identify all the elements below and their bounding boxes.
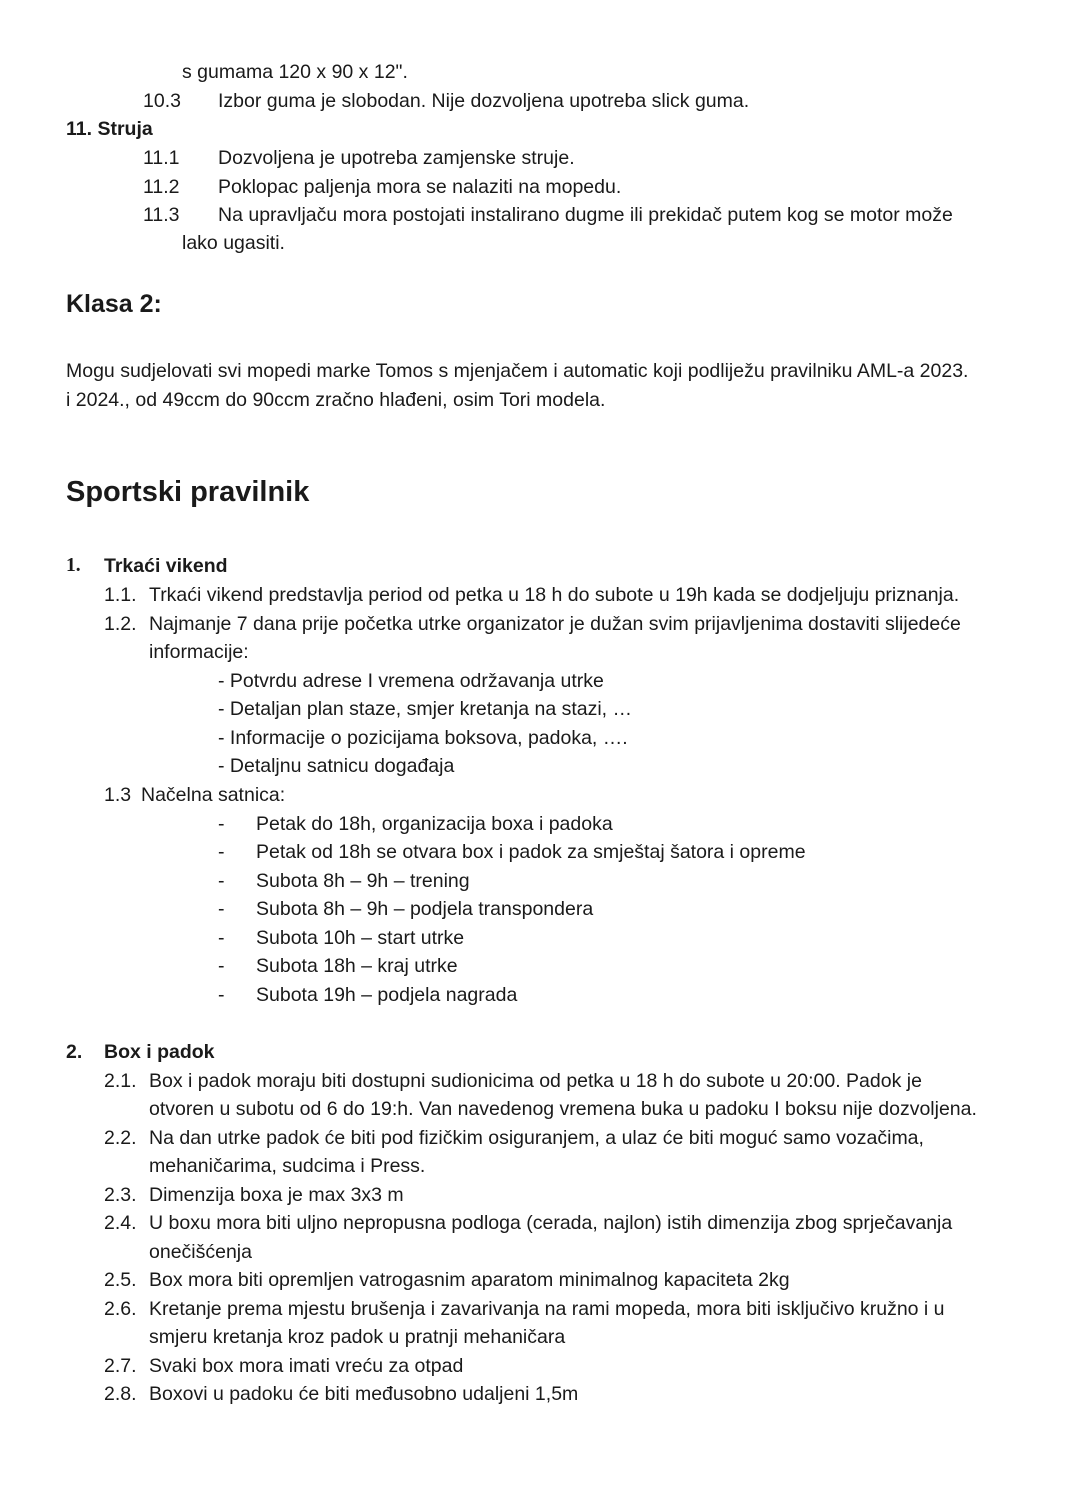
item-2-4-continuation: onečišćenja xyxy=(149,1241,252,1263)
item-2-4-text: U boxu mora biti uljno nepropusna podloga (cerada, najlon) istih dimenzija zbog sprječavanja xyxy=(149,1212,953,1234)
item-1-2-continuation: informacije: xyxy=(149,641,249,663)
item-2-8-number: 2.8. xyxy=(104,1383,137,1405)
item-2-6-number: 2.6. xyxy=(104,1298,137,1320)
item-1-2-text: Najmanje 7 dana prije početka utrke organizator je dužan svim prijavljenima dostaviti slijedeće xyxy=(149,613,961,635)
schedule-item: Subota 19h – podjela nagrada xyxy=(256,984,518,1006)
section-2-title: Box i padok xyxy=(104,1041,215,1063)
item-2-1-text: Box i padok moraju biti dostupni sudionicima od petka u 18 h do subote u 20:00. Padok je xyxy=(149,1070,922,1092)
schedule-item: Subota 18h – kraj utrke xyxy=(256,955,458,977)
schedule-dash: - xyxy=(218,870,225,892)
item-2-2-continuation: mehaničarima, sudcima i Press. xyxy=(149,1155,426,1177)
item-11-3-number: 11.3 xyxy=(143,204,180,226)
item-2-7-number: 2.7. xyxy=(104,1355,137,1377)
schedule-dash: - xyxy=(218,813,225,835)
item-2-7-text: Svaki box mora imati vreću za otpad xyxy=(149,1355,464,1377)
item-2-5-text: Box mora biti opremljen vatrogasnim aparatom minimalnog kapaciteta 2kg xyxy=(149,1269,790,1291)
item-2-1-number: 2.1. xyxy=(104,1070,137,1092)
schedule-item: Subota 10h – start utrke xyxy=(256,927,465,949)
item-1-1-text: Trkaći vikend predstavlja period od petka u 18 h do subote u 19h kada se dodjeljuju priznanja. xyxy=(149,584,960,606)
item-2-3-number: 2.3. xyxy=(104,1184,137,1206)
schedule-item: Petak od 18h se otvara box i padok za smještaj šatora i opreme xyxy=(256,841,806,863)
sportski-pravilnik-heading: Sportski pravilnik xyxy=(66,476,310,508)
item-11-1-text: Dozvoljena je upotreba zamjenske struje. xyxy=(218,147,575,169)
schedule-item: Petak do 18h, organizacija boxa i padoka xyxy=(256,813,613,835)
item-11-1-number: 11.1 xyxy=(143,147,180,169)
item-10-3-number: 10.3 xyxy=(143,90,181,112)
item-11-2-text: Poklopac paljenja mora se nalaziti na mopedu. xyxy=(218,176,622,198)
item-11-3-text: Na upravljaču mora postojati instalirano dugme ili prekidač putem kog se motor može xyxy=(218,204,953,226)
item-2-2-text: Na dan utrke padok će biti pod fizičkim osiguranjem, a ulaz će biti moguć samo vozačima, xyxy=(149,1127,924,1149)
item-10-3-text: Izbor guma je slobodan. Nije dozvoljena upotreba slick guma. xyxy=(218,90,750,112)
klasa-2-paragraph-line-2: i 2024., od 49ccm do 90ccm zračno hlađeni, osim Tori modela. xyxy=(66,389,606,411)
item-2-3-text: Dimenzija boxa je max 3x3 m xyxy=(149,1184,404,1206)
schedule-dash: - xyxy=(218,955,225,977)
item-1-2-number: 1.2. xyxy=(104,613,137,635)
item-11-2-number: 11.2 xyxy=(143,176,180,198)
schedule-dash: - xyxy=(218,984,225,1006)
section-1-title: Trkaći vikend xyxy=(104,555,228,577)
item-2-1-continuation: otvoren u subotu od 6 do 19:h. Van navedenog vremena buka u padoku I boksu nije dozvoljena. xyxy=(149,1098,977,1120)
section-2-number: 2. xyxy=(66,1041,83,1063)
info-list-item: - Detaljnu satnicu događaja xyxy=(218,755,455,777)
schedule-dash: - xyxy=(218,841,225,863)
item-11-3-continuation: lako ugasiti. xyxy=(182,232,285,254)
item-2-4-number: 2.4. xyxy=(104,1212,137,1234)
section-11-title: 11. Struja xyxy=(66,118,153,140)
item-2-8-text: Boxovi u padoku će biti međusobno udaljeni 1,5m xyxy=(149,1383,579,1405)
klasa-2-heading: Klasa 2: xyxy=(66,290,162,318)
schedule-dash: - xyxy=(218,927,225,949)
item-2-6-continuation: smjeru kretanja kroz padok u pratnji mehaničara xyxy=(149,1326,566,1348)
item-10-2-continuation: s gumama 120 x 90 x 12". xyxy=(182,61,408,83)
item-2-2-number: 2.2. xyxy=(104,1127,137,1149)
schedule-item: Subota 8h – 9h – trening xyxy=(256,870,470,892)
item-1-1-number: 1.1. xyxy=(104,584,137,606)
schedule-item: Subota 8h – 9h – podjela transpondera xyxy=(256,898,594,920)
info-list-item: - Potvrdu adrese I vremena održavanja utrke xyxy=(218,670,604,692)
item-2-5-number: 2.5. xyxy=(104,1269,137,1291)
item-2-6-text: Kretanje prema mjestu brušenja i zavarivanja na rami mopeda, mora biti isključivo kružno i u xyxy=(149,1298,945,1320)
info-list-item: - Detaljan plan staze, smjer kretanja na stazi, … xyxy=(218,698,633,720)
section-1-number: 1. xyxy=(66,555,81,576)
item-1-3-text: Načelna satnica: xyxy=(141,784,286,806)
info-list-item: - Informacije o pozicijama boksova, padoka, …. xyxy=(218,727,628,749)
schedule-dash: - xyxy=(218,898,225,920)
klasa-2-paragraph-line-1: Mogu sudjelovati svi mopedi marke Tomos s mjenjačem i automatic koji podliježu pravilniku AML-a 2023. xyxy=(66,360,969,382)
item-1-3-number: 1.3 xyxy=(104,784,132,806)
